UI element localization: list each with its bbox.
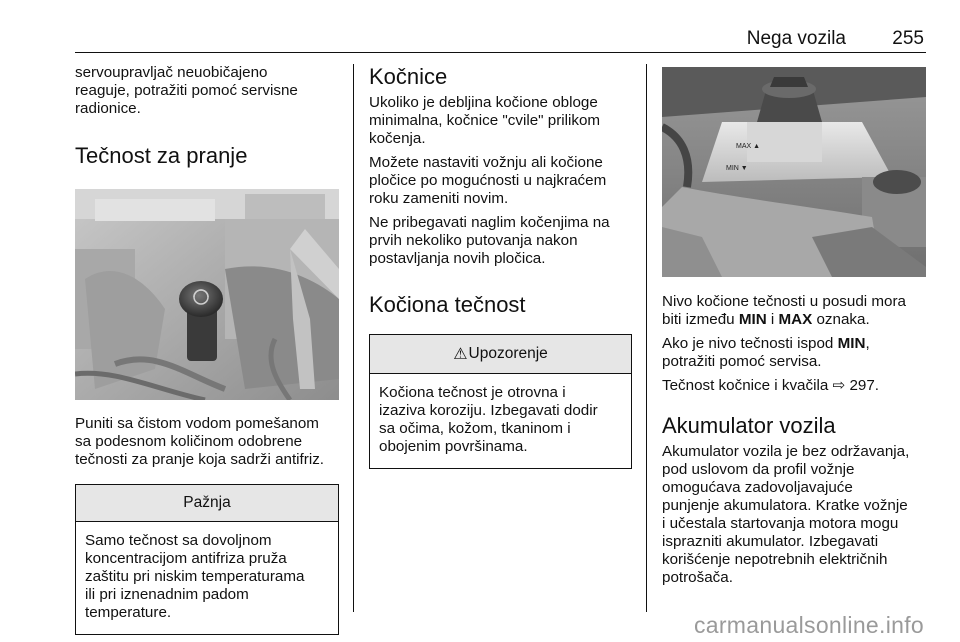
column-divider (353, 64, 354, 612)
column-left (75, 64, 339, 635)
warning-body: Kočiona tečnost je otrovna i izaziva koroziju. Izbegavati dodir sa očima, kožom, tkaninom i obojenim površinama. (379, 384, 598, 455)
warning-icon: ⚠ (453, 346, 468, 363)
column-divider (646, 64, 647, 612)
column-right (662, 64, 926, 587)
page-header (75, 28, 926, 50)
washer-fluid-caption: Puniti sa čistom vodom pomešanom sa podesnom količinom odobrene tečnosti za pranje koja sadrži antifriz. (75, 415, 325, 468)
brake-fluid-heading: Kočiona tečnost (369, 292, 526, 317)
warning-header (370, 335, 631, 374)
notice-box (75, 484, 339, 635)
notice-body: Samo tečnost sa dovoljnom koncentracijom antifriza pruža zaštitu pri niskim temperaturama ili pri iznenadnim padom temperature. (85, 532, 305, 621)
page-number: 255 (892, 28, 924, 49)
brake-fluid-reservoir-image (662, 67, 926, 277)
min-mark-label: MIN ▼ (726, 165, 748, 172)
brake-fluid-service-text: Ako je nivo tečnosti ispod MIN, potražiti pomoć servisa. (662, 335, 870, 370)
page-reference-link[interactable]: 297. (845, 377, 880, 394)
max-mark-label: MAX ▲ (736, 143, 761, 150)
warning-title: Upozorenje (468, 345, 548, 362)
notice-title: Pažnja (76, 485, 338, 522)
brakes-heading: Kočnice (369, 64, 448, 89)
battery-paragraph: Akumulator vozila je bez održavanja, pod uslovom da profil vožnje omogućava zadovoljavajuće punjenje akumulatora. Kratke vožnje i učestala startovanja motora mogu isprazniti akumulator. Izbegavati korišćenje nepotrebnih električnih potrošača. (662, 443, 910, 586)
brakes-paragraph-3: Ne pribegavati naglim kočenjima na prvih nekoliko putovanja nakon postavljanja novih pločica. (369, 214, 610, 267)
header-rule (75, 52, 926, 53)
section-title: Nega vozila (746, 28, 846, 49)
brake-fluid-reference: Tečnost kočnice i kvačila ⇨ 297. (662, 377, 880, 394)
intro-paragraph: servoupravljač neuobičajeno reaguje, potražiti pomoć servisne radionice. (75, 64, 298, 117)
brakes-paragraph-1: Ukoliko je debljina kočione obloge minimalna, kočnice "cvile" prilikom kočenja. (369, 94, 601, 147)
brake-fluid-level-text: Nivo kočione tečnosti u posudi mora biti između MIN i MAX oznaka. (662, 293, 906, 328)
washer-reservoir-photo (75, 189, 339, 400)
washer-fluid-heading: Tečnost za pranje (75, 143, 248, 168)
brake-fluid-reservoir-photo (662, 67, 926, 277)
battery-heading: Akumulator vozila (662, 413, 836, 438)
washer-reservoir-image (75, 189, 339, 400)
page-reference-arrow-icon: ⇨ (832, 377, 846, 394)
watermark: carmanualsonline.info (693, 612, 924, 638)
warning-box (369, 334, 632, 469)
column-middle (369, 64, 632, 469)
brakes-paragraph-2: Možete nastaviti vožnju ali kočione pločice po mogućnosti u najkraćem roku zameniti novim. (369, 154, 607, 207)
